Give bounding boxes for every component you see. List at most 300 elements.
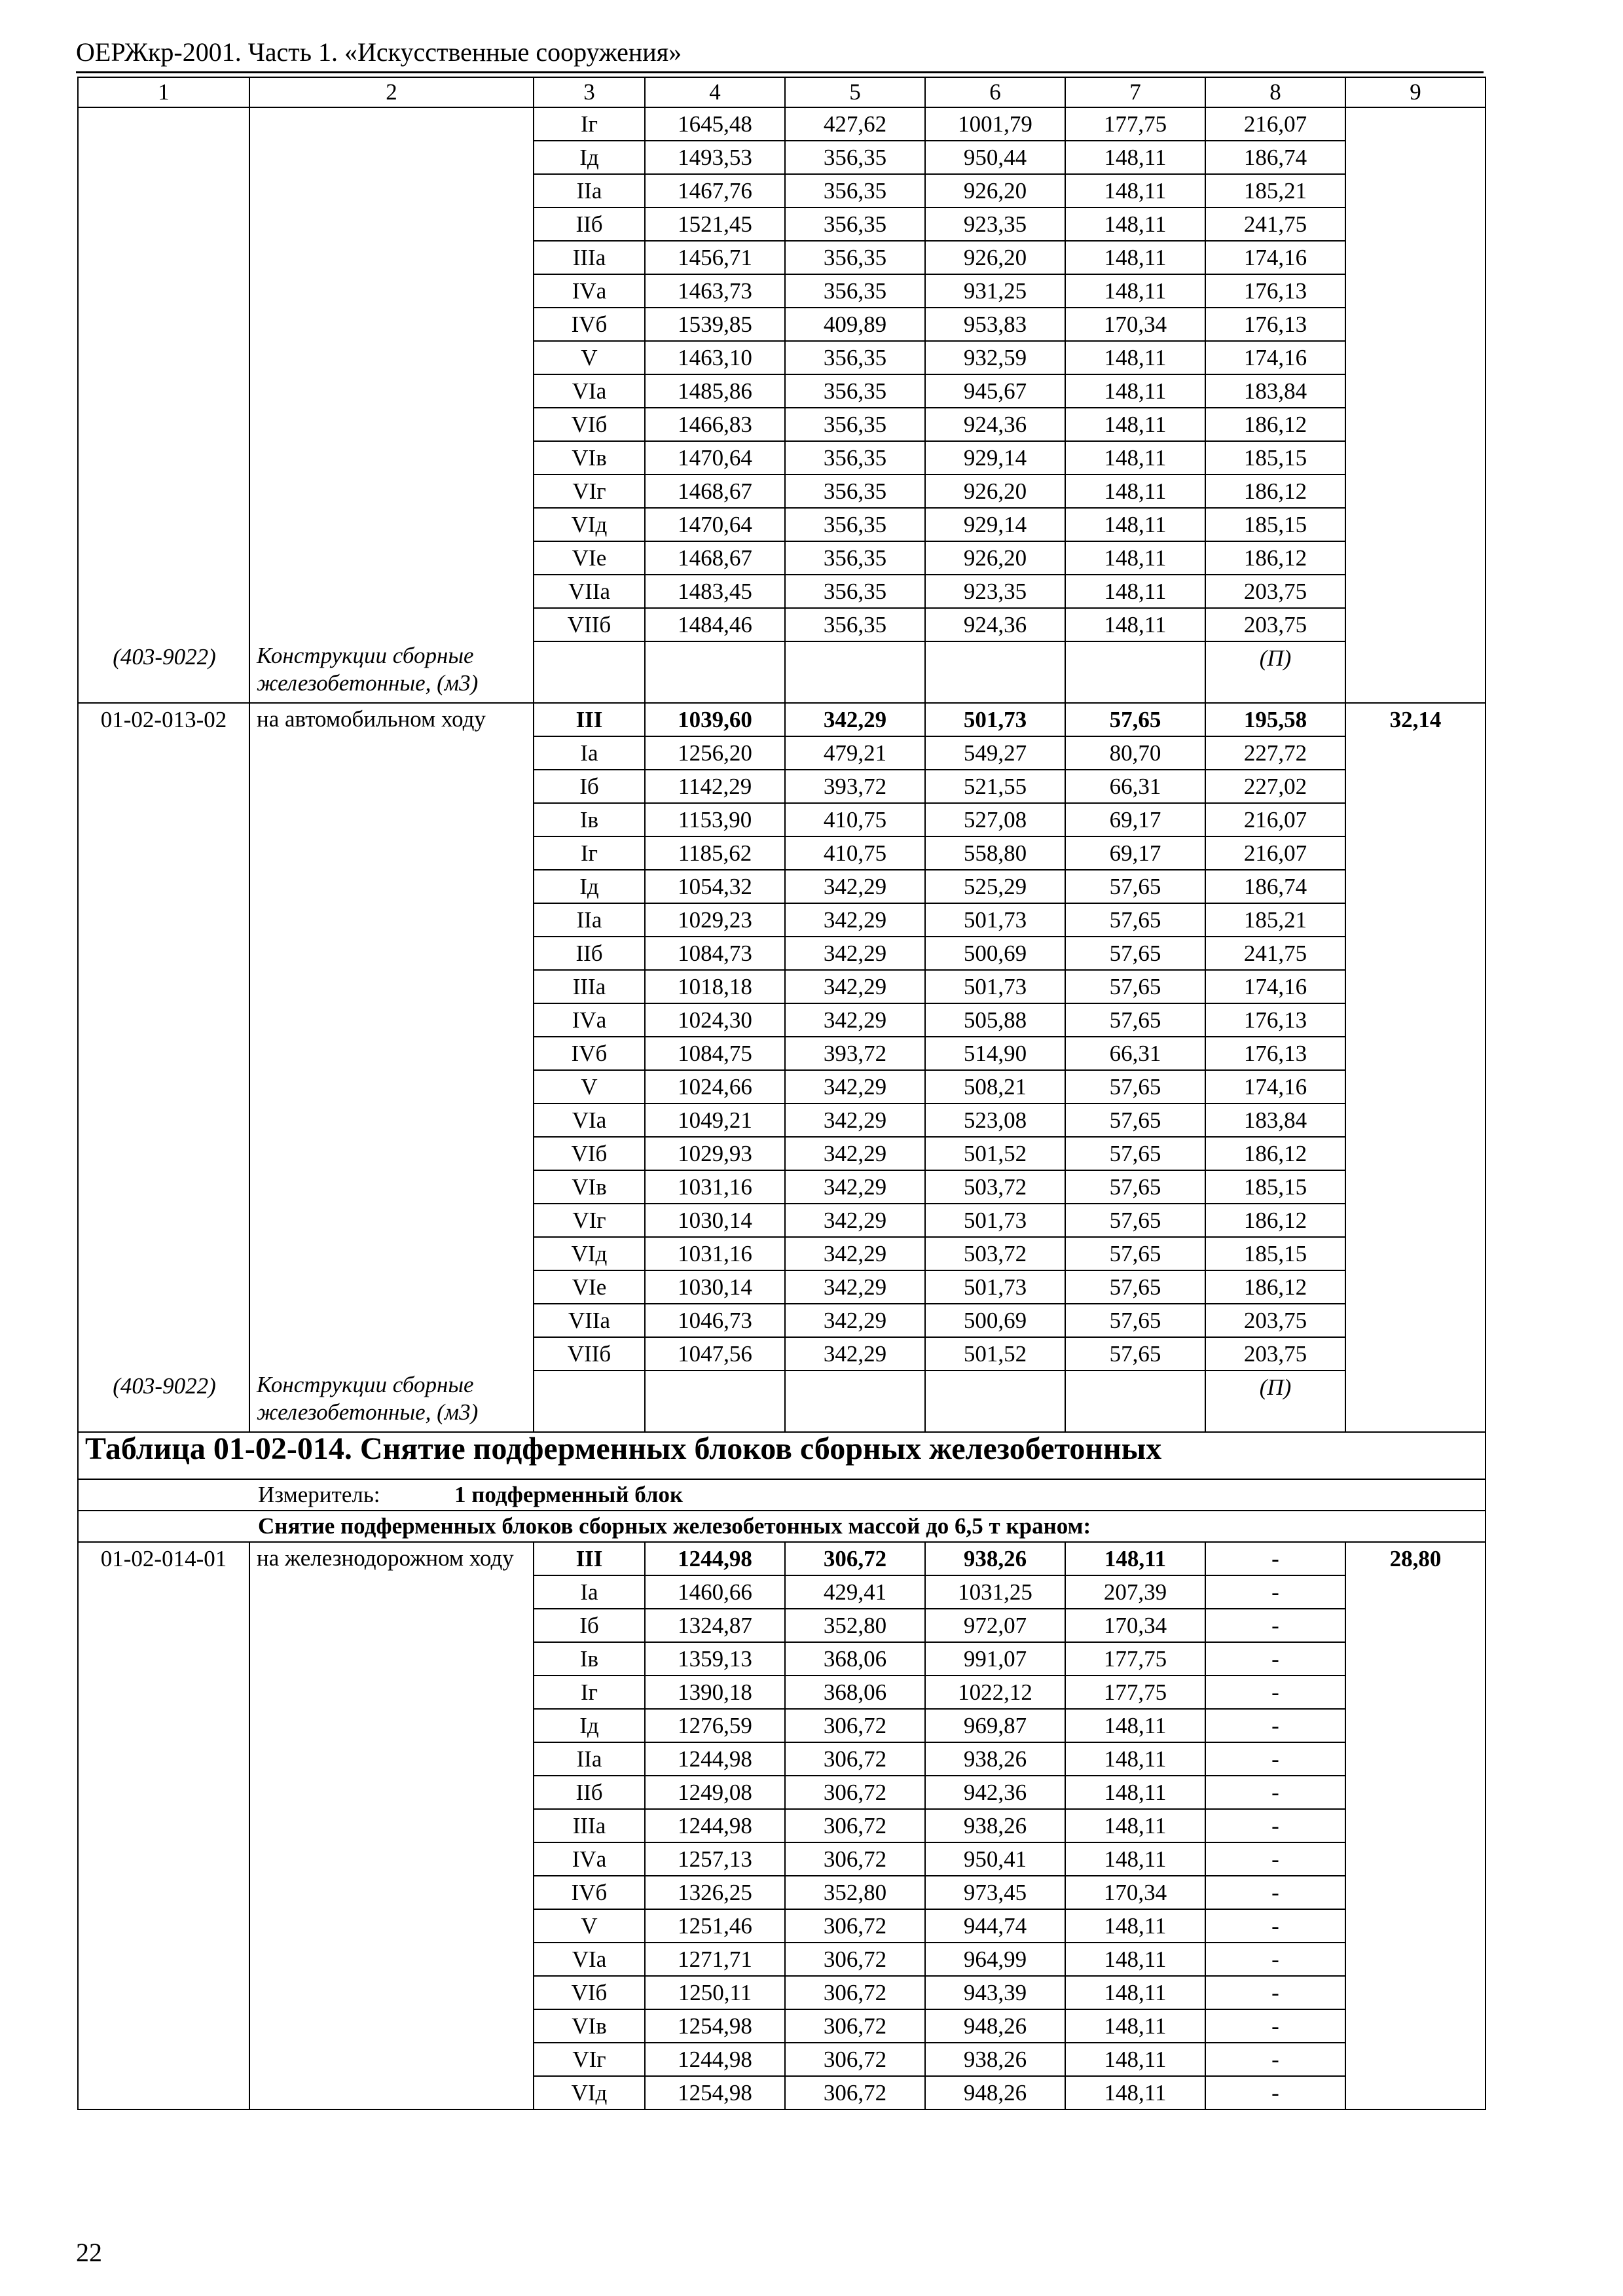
- zone-label: VIб: [534, 1137, 645, 1170]
- rate-value: 170,34: [1065, 1609, 1205, 1642]
- rate-value: 186,12: [1205, 1204, 1345, 1237]
- labor-value: 32,14: [1345, 703, 1486, 1432]
- rate-value: 57,65: [1065, 903, 1205, 937]
- meter-label: Измеритель:: [258, 1482, 380, 1507]
- rate-value: -: [1205, 1642, 1345, 1676]
- rate-value: 148,11: [1065, 2076, 1205, 2109]
- column-header: 5: [785, 77, 925, 107]
- labor-value: 28,80: [1345, 1542, 1486, 2109]
- rate-value: 356,35: [785, 508, 925, 541]
- rate-value: 558,80: [925, 836, 1065, 870]
- rate-value: 306,72: [785, 1809, 925, 1842]
- rate-value: 342,29: [785, 1270, 925, 1304]
- footer-cell: [1065, 1371, 1205, 1432]
- rate-value: 1470,64: [645, 508, 785, 541]
- rate-value: -: [1205, 1776, 1345, 1809]
- rate-value: 306,72: [785, 2043, 925, 2076]
- rate-value: 57,65: [1065, 970, 1205, 1003]
- rate-value: 306,72: [785, 1742, 925, 1776]
- rate-value: 938,26: [925, 2043, 1065, 2076]
- rate-value: 500,69: [925, 1304, 1065, 1337]
- rate-value: 1470,64: [645, 441, 785, 475]
- rate-value: 356,35: [785, 575, 925, 608]
- zone-label: Iв: [534, 803, 645, 836]
- zone-label: Iг: [534, 836, 645, 870]
- rate-value: 57,65: [1065, 1304, 1205, 1337]
- rate-value: 505,88: [925, 1003, 1065, 1037]
- rate-value: 503,72: [925, 1237, 1065, 1270]
- subheading: Снятие подферменных блоков сборных железобетонных массой до 6,5 т краном:: [78, 1511, 1486, 1542]
- rate-value: -: [1205, 1909, 1345, 1943]
- rate-value: 932,59: [925, 341, 1065, 374]
- rate-value: 356,35: [785, 274, 925, 308]
- zone-label: IIIа: [534, 1809, 645, 1842]
- rate-value: 203,75: [1205, 1337, 1345, 1371]
- rate-value: 148,11: [1065, 1742, 1205, 1776]
- rate-value: 57,65: [1065, 1237, 1205, 1270]
- rate-value: 368,06: [785, 1642, 925, 1676]
- rate-value: 148,11: [1065, 441, 1205, 475]
- footer-cell: [1065, 641, 1205, 703]
- rate-value: 1521,45: [645, 207, 785, 241]
- zone-label: III: [534, 703, 645, 736]
- rate-value: 1031,16: [645, 1170, 785, 1204]
- rate-value: 148,11: [1065, 274, 1205, 308]
- zone-label: IVа: [534, 1842, 645, 1876]
- rate-value: -: [1205, 1842, 1345, 1876]
- running-header: ОЕРЖкр-2001. Часть 1. «Искусственные сооружения»: [76, 37, 682, 67]
- rate-value: 170,34: [1065, 1876, 1205, 1909]
- rate-value: 1039,60: [645, 703, 785, 736]
- zone-label: V: [534, 1909, 645, 1943]
- rate-value: 57,65: [1065, 1103, 1205, 1137]
- rate-value: 549,27: [925, 736, 1065, 770]
- rate-value: 306,72: [785, 2009, 925, 2043]
- rate-value: 1645,48: [645, 107, 785, 141]
- footer-cell: [534, 641, 645, 703]
- rate-value: 356,35: [785, 374, 925, 408]
- rate-value: 342,29: [785, 903, 925, 937]
- rate-value: 174,16: [1205, 970, 1345, 1003]
- rate-value: 501,73: [925, 970, 1065, 1003]
- rate-value: 174,16: [1205, 241, 1345, 274]
- rate-value: 1185,62: [645, 836, 785, 870]
- rate-value: 1249,08: [645, 1776, 785, 1809]
- footer-cell: [645, 1371, 785, 1432]
- rate-value: 186,12: [1205, 541, 1345, 575]
- rate-code: [78, 107, 249, 703]
- rate-value: 1251,46: [645, 1909, 785, 1943]
- rate-value: 148,11: [1065, 1976, 1205, 2009]
- rate-value: 1031,25: [925, 1575, 1065, 1609]
- rate-value: 57,65: [1065, 1003, 1205, 1037]
- section-title-row: [78, 1432, 1486, 1479]
- rate-value: 1257,13: [645, 1842, 785, 1876]
- rate-value: 938,26: [925, 1542, 1065, 1575]
- rate-value: 943,39: [925, 1976, 1065, 2009]
- rate-value: 410,75: [785, 803, 925, 836]
- rate-value: 306,72: [785, 1842, 925, 1876]
- rate-value: 342,29: [785, 1070, 925, 1103]
- rate-value: 1324,87: [645, 1609, 785, 1642]
- rate-value: 203,75: [1205, 575, 1345, 608]
- rate-value: 944,74: [925, 1909, 1065, 1943]
- rate-value: 148,11: [1065, 1809, 1205, 1842]
- labor-value: [1345, 107, 1486, 703]
- rate-value: 186,12: [1205, 408, 1345, 441]
- rate-value: 148,11: [1065, 1542, 1205, 1575]
- rate-value: 342,29: [785, 1170, 925, 1204]
- rate-value: 501,52: [925, 1337, 1065, 1371]
- zone-label: V: [534, 341, 645, 374]
- rate-value: 368,06: [785, 1676, 925, 1709]
- rate-value: 306,72: [785, 1542, 925, 1575]
- rate-value: 1359,13: [645, 1642, 785, 1676]
- rate-value: 409,89: [785, 308, 925, 341]
- footer-cell: [785, 641, 925, 703]
- rate-value: 186,74: [1205, 141, 1345, 174]
- rate-value: 1276,59: [645, 1709, 785, 1742]
- rate-value: 186,12: [1205, 1270, 1345, 1304]
- zone-label: IVа: [534, 274, 645, 308]
- source-code: (403-9022): [113, 1373, 216, 1399]
- rate-value: 148,11: [1065, 141, 1205, 174]
- subheading-row: [78, 1511, 1486, 1542]
- table-row: [78, 1542, 1486, 1575]
- rate-value: 410,75: [785, 836, 925, 870]
- rate-value: 923,35: [925, 575, 1065, 608]
- column-header: 9: [1345, 77, 1486, 107]
- rate-value: 1463,10: [645, 341, 785, 374]
- zone-label: III: [534, 1542, 645, 1575]
- rate-value: 1029,93: [645, 1137, 785, 1170]
- rate-value: 948,26: [925, 2009, 1065, 2043]
- rate-value: 148,11: [1065, 374, 1205, 408]
- rate-value: 501,73: [925, 1204, 1065, 1237]
- zone-label: IIб: [534, 937, 645, 970]
- rate-value: 148,11: [1065, 608, 1205, 641]
- rate-value: 148,11: [1065, 408, 1205, 441]
- work-description: на автомобильном ходу: [249, 703, 534, 1432]
- zone-label: Iв: [534, 1642, 645, 1676]
- rate-value: 148,11: [1065, 174, 1205, 207]
- work-description: [249, 107, 534, 703]
- zone-label: VIIб: [534, 1337, 645, 1371]
- rate-value: 508,21: [925, 1070, 1065, 1103]
- zone-label: IVб: [534, 308, 645, 341]
- footer-cell: [785, 1371, 925, 1432]
- rate-value: 69,17: [1065, 803, 1205, 836]
- rate-value: 57,65: [1065, 1204, 1205, 1237]
- rate-value: 306,72: [785, 1943, 925, 1976]
- rate-code: 01-02-013-02: [78, 703, 249, 1432]
- rate-value: -: [1205, 2009, 1345, 2043]
- rate-value: -: [1205, 1976, 1345, 2009]
- rate-value: -: [1205, 1575, 1345, 1609]
- zone-label: VIб: [534, 408, 645, 441]
- column-header-row: [78, 77, 1486, 107]
- rate-value: 429,41: [785, 1575, 925, 1609]
- rate-value: 1493,53: [645, 141, 785, 174]
- rate-value: 148,11: [1065, 207, 1205, 241]
- rate-value: 216,07: [1205, 836, 1345, 870]
- rate-value: 356,35: [785, 241, 925, 274]
- zone-label: Iб: [534, 770, 645, 803]
- rate-value: 216,07: [1205, 803, 1345, 836]
- zone-label: VIд: [534, 1237, 645, 1270]
- zone-label: VIд: [534, 2076, 645, 2109]
- rate-value: 174,16: [1205, 1070, 1345, 1103]
- rate-value: 1244,98: [645, 1542, 785, 1575]
- rate-value: 938,26: [925, 1809, 1065, 1842]
- rate-value: 306,72: [785, 1776, 925, 1809]
- rate-value: 501,52: [925, 1137, 1065, 1170]
- zone-label: VIв: [534, 2009, 645, 2043]
- rate-value: 342,29: [785, 1137, 925, 1170]
- rate-value: 953,83: [925, 308, 1065, 341]
- rate-value: 1466,83: [645, 408, 785, 441]
- rate-value: 1030,14: [645, 1204, 785, 1237]
- rate-value: -: [1205, 1709, 1345, 1742]
- rate-code: 01-02-014-01: [78, 1542, 249, 2109]
- rate-value: 216,07: [1205, 107, 1345, 141]
- zone-label: Iа: [534, 736, 645, 770]
- rate-value: 57,65: [1065, 870, 1205, 903]
- zone-label: IVб: [534, 1037, 645, 1070]
- column-header: 7: [1065, 77, 1205, 107]
- rate-value: 1084,73: [645, 937, 785, 970]
- zone-label: VIе: [534, 1270, 645, 1304]
- rate-value: 356,35: [785, 141, 925, 174]
- rate-value: 342,29: [785, 703, 925, 736]
- rate-value: 948,26: [925, 2076, 1065, 2109]
- rate-value: 186,74: [1205, 870, 1345, 903]
- zone-label: Iд: [534, 870, 645, 903]
- rate-value: 479,21: [785, 736, 925, 770]
- rate-value: 57,65: [1065, 1070, 1205, 1103]
- rate-value: 356,35: [785, 341, 925, 374]
- rate-value: 342,29: [785, 970, 925, 1003]
- rate-value: 500,69: [925, 937, 1065, 970]
- rate-value: 356,35: [785, 207, 925, 241]
- zone-label: VIа: [534, 1943, 645, 1976]
- zone-label: VIб: [534, 1976, 645, 2009]
- rate-value: -: [1205, 2043, 1345, 2076]
- rate-value: 306,72: [785, 1976, 925, 2009]
- rate-value: 241,75: [1205, 207, 1345, 241]
- rate-value: 1046,73: [645, 1304, 785, 1337]
- column-header: 4: [645, 77, 785, 107]
- rate-value: 342,29: [785, 1337, 925, 1371]
- rate-value: 352,80: [785, 1876, 925, 1909]
- footer-cell: [925, 1371, 1065, 1432]
- rate-value: 57,65: [1065, 1170, 1205, 1204]
- rate-value: 176,13: [1205, 1037, 1345, 1070]
- rates-table: [77, 77, 1486, 2110]
- rate-value: 1460,66: [645, 1575, 785, 1609]
- rate-value: 1001,79: [925, 107, 1065, 141]
- rate-value: 174,16: [1205, 341, 1345, 374]
- rate-value: 931,25: [925, 274, 1065, 308]
- rate-value: 393,72: [785, 770, 925, 803]
- rate-value: 527,08: [925, 803, 1065, 836]
- table-title: Таблица 01-02-014. Снятие подферменных блоков сборных железобетонных: [78, 1432, 1486, 1479]
- zone-label: VIе: [534, 541, 645, 575]
- rate-value: 148,11: [1065, 1842, 1205, 1876]
- rate-value: 352,80: [785, 1609, 925, 1642]
- column-header: 1: [78, 77, 249, 107]
- rate-value: 1456,71: [645, 241, 785, 274]
- zone-label: IIб: [534, 1776, 645, 1809]
- rate-value: 1326,25: [645, 1876, 785, 1909]
- rate-value: 1271,71: [645, 1943, 785, 1976]
- rate-value: 148,11: [1065, 241, 1205, 274]
- rate-value: 926,20: [925, 541, 1065, 575]
- zone-label: Iг: [534, 1676, 645, 1709]
- rate-value: -: [1205, 1542, 1345, 1575]
- rate-value: 148,11: [1065, 2043, 1205, 2076]
- rate-value: 148,11: [1065, 508, 1205, 541]
- zone-label: VIа: [534, 374, 645, 408]
- footer-cell: [925, 641, 1065, 703]
- zone-label: Iг: [534, 107, 645, 141]
- rate-value: 929,14: [925, 508, 1065, 541]
- rate-value: 356,35: [785, 408, 925, 441]
- rate-value: -: [1205, 1876, 1345, 1909]
- rate-value: 1022,12: [925, 1676, 1065, 1709]
- rate-value: 1024,66: [645, 1070, 785, 1103]
- rate-value: 1031,16: [645, 1237, 785, 1270]
- rate-value: 1153,90: [645, 803, 785, 836]
- rate-value: 991,07: [925, 1642, 1065, 1676]
- rate-value: -: [1205, 2076, 1345, 2109]
- rate-value: 501,73: [925, 1270, 1065, 1304]
- column-header: 2: [249, 77, 534, 107]
- rate-value: 183,84: [1205, 374, 1345, 408]
- rate-value: 177,75: [1065, 1642, 1205, 1676]
- rate-value: 973,45: [925, 1876, 1065, 1909]
- rate-value: 57,65: [1065, 937, 1205, 970]
- rate-value: 185,21: [1205, 903, 1345, 937]
- source-description: Конструкции сборные железобетонные, (м3): [257, 643, 479, 696]
- zone-label: VIIа: [534, 575, 645, 608]
- rate-value: 501,73: [925, 903, 1065, 937]
- rate-value: 926,20: [925, 174, 1065, 207]
- source-code: (403-9022): [113, 644, 216, 670]
- work-description: на железнодорожном ходу: [249, 1542, 534, 2109]
- rate-value: 523,08: [925, 1103, 1065, 1137]
- rate-value: 306,72: [785, 2076, 925, 2109]
- rate-value: 972,07: [925, 1609, 1065, 1642]
- rate-value: 342,29: [785, 1003, 925, 1037]
- rate-value: 942,36: [925, 1776, 1065, 1809]
- rate-value: 356,35: [785, 441, 925, 475]
- zone-label: IVб: [534, 1876, 645, 1909]
- rate-value: 1254,98: [645, 2009, 785, 2043]
- rate-value: 177,75: [1065, 1676, 1205, 1709]
- rate-value: 1390,18: [645, 1676, 785, 1709]
- rate-value: 227,72: [1205, 736, 1345, 770]
- zone-label: IIа: [534, 903, 645, 937]
- zone-label: VIа: [534, 1103, 645, 1137]
- zone-label: V: [534, 1070, 645, 1103]
- zone-label: VIг: [534, 475, 645, 508]
- rate-value: 950,41: [925, 1842, 1065, 1876]
- rate-value: -: [1205, 1742, 1345, 1776]
- rate-value: 176,13: [1205, 308, 1345, 341]
- rate-value: 195,58: [1205, 703, 1345, 736]
- rate-value: 57,65: [1065, 703, 1205, 736]
- rate-value: 148,11: [1065, 475, 1205, 508]
- rate-value: 501,73: [925, 703, 1065, 736]
- source-description: Конструкции сборные железобетонные, (м3): [257, 1372, 479, 1425]
- rate-value: 241,75: [1205, 937, 1345, 970]
- rate-value: 356,35: [785, 608, 925, 641]
- rate-value: 1084,75: [645, 1037, 785, 1070]
- rate-value: 938,26: [925, 1742, 1065, 1776]
- rate-value: 342,29: [785, 870, 925, 903]
- rate-value: 1030,14: [645, 1270, 785, 1304]
- rate-value: 306,72: [785, 1709, 925, 1742]
- rate-value: 969,87: [925, 1709, 1065, 1742]
- rate-value: 1468,67: [645, 541, 785, 575]
- rate-value: 1256,20: [645, 736, 785, 770]
- rate-value: 1054,32: [645, 870, 785, 903]
- rate-value: 356,35: [785, 174, 925, 207]
- zone-label: Iа: [534, 1575, 645, 1609]
- zone-label: IIа: [534, 174, 645, 207]
- rate-value: 342,29: [785, 1237, 925, 1270]
- rate-value: 185,15: [1205, 441, 1345, 475]
- rate-value: 185,21: [1205, 174, 1345, 207]
- rate-value: -: [1205, 1943, 1345, 1976]
- rate-value: -: [1205, 1676, 1345, 1709]
- rate-value: 1539,85: [645, 308, 785, 341]
- rate-value: 964,99: [925, 1943, 1065, 1976]
- rate-value: 148,11: [1065, 1709, 1205, 1742]
- rate-value: 503,72: [925, 1170, 1065, 1204]
- rate-value: 176,13: [1205, 274, 1345, 308]
- rate-value: 1467,76: [645, 174, 785, 207]
- rate-value: 57,65: [1065, 1337, 1205, 1371]
- zone-label: IVа: [534, 1003, 645, 1037]
- zone-label: Iд: [534, 1709, 645, 1742]
- column-header: 3: [534, 77, 645, 107]
- rate-value: 203,75: [1205, 1304, 1345, 1337]
- column-header: 6: [925, 77, 1065, 107]
- meter: [78, 1479, 1486, 1511]
- footer-note: (П): [1205, 641, 1345, 703]
- rate-value: 170,34: [1065, 308, 1205, 341]
- zone-label: Iб: [534, 1609, 645, 1642]
- rate-value: 923,35: [925, 207, 1065, 241]
- footer-cell: [645, 641, 785, 703]
- rate-value: -: [1205, 1609, 1345, 1642]
- rate-value: 924,36: [925, 608, 1065, 641]
- rate-value: 926,20: [925, 241, 1065, 274]
- footer-note: (П): [1205, 1371, 1345, 1432]
- rate-value: 1018,18: [645, 970, 785, 1003]
- rate-value: 148,11: [1065, 541, 1205, 575]
- rate-value: 148,11: [1065, 2009, 1205, 2043]
- footer-cell: [534, 1371, 645, 1432]
- zone-label: Iд: [534, 141, 645, 174]
- rate-value: 1483,45: [645, 575, 785, 608]
- rate-value: 185,15: [1205, 1170, 1345, 1204]
- rate-value: 926,20: [925, 475, 1065, 508]
- rate-value: 207,39: [1065, 1575, 1205, 1609]
- rate-value: 57,65: [1065, 1137, 1205, 1170]
